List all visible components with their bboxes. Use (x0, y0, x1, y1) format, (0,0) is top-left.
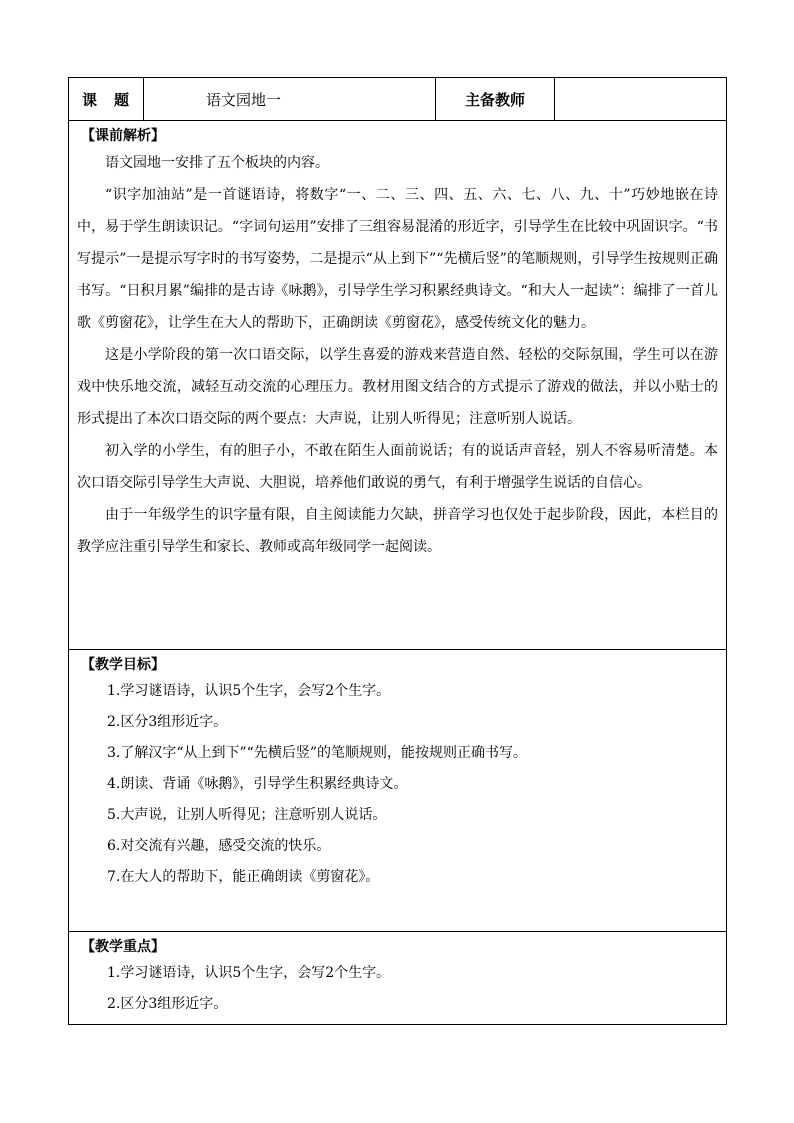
objective-item: 4.朗读、背诵《咏鹅》，引导学生积累经典诗文。 (107, 776, 408, 792)
pre-analysis-paragraph: 由于一年级学生的识字量有限，自主阅读能力欠缺，拼音学习也仅处于起步阶段，因此，本栏目的教学应注重引导学生和家长、教师或高年级同学一起阅读。 (77, 507, 718, 555)
objective-item: 5.大声说，让别人听得见；注意听别人说话。 (107, 807, 387, 823)
pre-analysis-paragraph: 初入学的小学生，有的胆子小，不敢在陌生人面前说话；有的说话声音轻，别人不容易听清楚。本次口语交际引导学生大声说、大胆说，培养他们敢说的勇气，有利于增强学生说话的自信心。 (77, 443, 718, 491)
objectives-section (69, 650, 726, 932)
objectives-title: 【教学目标】 (81, 657, 165, 673)
key-points-title: 【教学重点】 (81, 939, 165, 955)
teacher-value (555, 78, 726, 120)
topic-label (69, 78, 144, 120)
key-points-section (69, 932, 726, 1024)
pre-analysis-title: 【课前解析】 (81, 128, 165, 144)
pre-analysis-paragraph: “识字加油站”是一首谜语诗，将数字“一、二、三、四、五、六、七、八、九、十”巧妙地嵌在诗中，易于学生朗读识记。“字词句运用”安排了三组容易混淆的形近字，引导学生在比较中巩固识字。“书写提示”一是提示写字时的书写姿势，二是提示“从上到下”“先横后竖”的笔顺规则，引导学生按规则正确书写。“日积月累”编排的是古诗《咏鹅》，引导学生学习积累经典诗文。“和大人一起读”：编排了一首儿歌《剪窗花》，让学生在大人的帮助下，正确朗读《剪窗花》，感受传统文化的魅力。 (77, 187, 718, 331)
objective-item: 3.了解汉字“从上到下”“先横后竖”的笔顺规则，能按规则正确书写。 (107, 745, 527, 761)
topic-value: 语文园地一 (144, 78, 436, 120)
topic-label-char-1: 课 (81, 90, 98, 109)
topic-label-char-2: 题 (114, 90, 131, 109)
objective-item: 6.对交流有兴趣，感受交流的快乐。 (107, 838, 331, 854)
lesson-plan-table (68, 77, 727, 1025)
pre-analysis-section (69, 121, 726, 650)
pre-analysis-paragraph: 语文园地一安排了五个板块的内容。 (105, 155, 329, 171)
objective-item: 2.区分3组形近字。 (107, 714, 228, 730)
objective-item: 1.学习谜语诗，认识5个生字，会写2个生字。 (107, 683, 391, 699)
key-point-item: 1.学习谜语诗，认识5个生字，会写2个生字。 (107, 965, 391, 981)
objective-item: 7.在大人的帮助下，能正确朗读《剪窗花》。 (107, 869, 380, 885)
teacher-label: 主备教师 (436, 78, 555, 120)
pre-analysis-paragraph: 这是小学阶段的第一次口语交际，以学生喜爱的游戏来营造自然、轻松的交际氛围，学生可以在游戏中快乐地交流，减轻互动交流的心理压力。教材用图文结合的方式提示了游戏的做法，并以小贴士的形式提出了本次口语交际的两个要点：大声说，让别人听得见；注意听别人说话。 (77, 347, 718, 427)
header-row (69, 78, 726, 121)
key-point-item: 2.区分3组形近字。 (107, 996, 228, 1012)
